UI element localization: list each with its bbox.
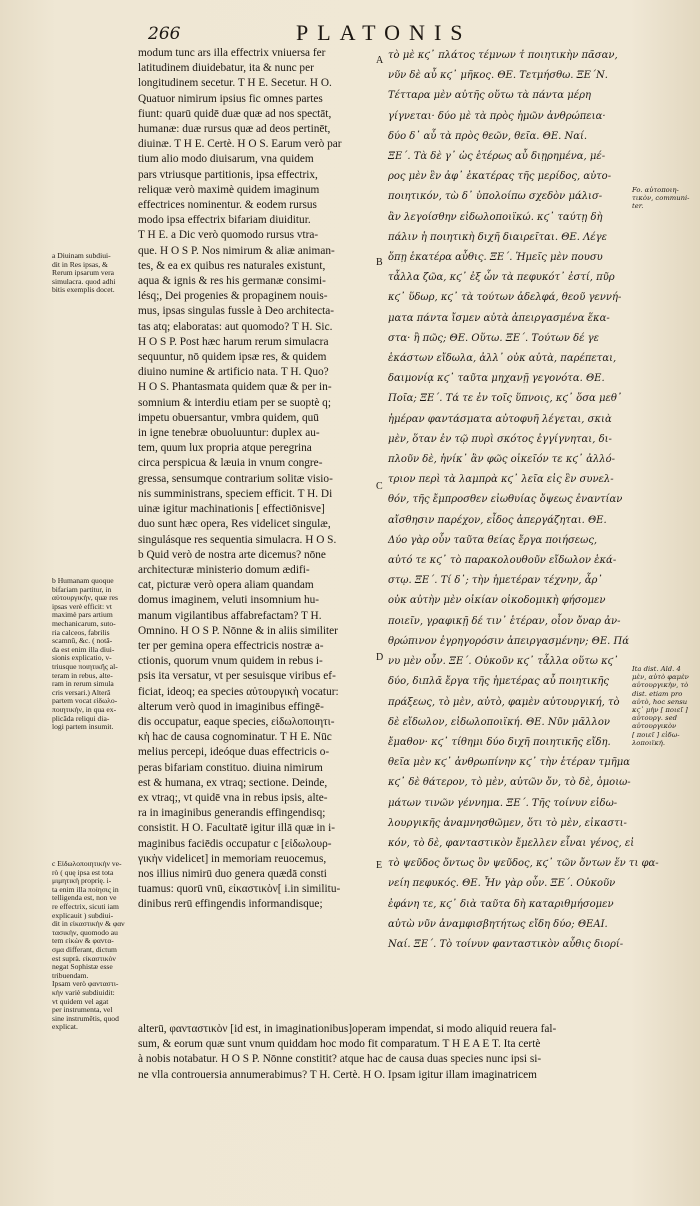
greek-line: αἴσθησιν παρέχον, εἶδος ἀπεργάζηται. ΘΕ.: [388, 514, 607, 526]
latin-line: consistit. H O. Facultatē igitur illā quæ in i-: [138, 822, 336, 835]
greek-line: ἡμέραν φαντάσματα αὐτοφυῆ λέγεται, σκιὰ: [388, 413, 612, 425]
greek-line: οὐκ αὐτὴν μὲν οἰκίαν οἰκοδομικὴ φήσομεν: [388, 595, 606, 607]
latin-line: singulásque res sequentia simulacra. H O S.: [138, 533, 337, 546]
greek-line: τἆλλα ζῶα, κϛ᾽ ἐξ ὧν τὰ πεφυκότ᾽ ἐστί, πῦρ: [388, 272, 615, 284]
section-letter: D: [376, 652, 384, 663]
greek-line: θόν, τῆς ἔμπροσθεν εἰωθυίας ὄψεως ἐναντίαν: [388, 494, 623, 506]
greek-line: δύο, διπλᾶ ἔργα τῆς ἡμετέρας αὖ ποιητικῆς: [388, 676, 610, 688]
running-head: PLATONIS: [296, 20, 472, 45]
latin-line: nis sumministrans, speciem efficit. T H. Di: [138, 487, 333, 500]
latin-line: fiunt: quarū quidē duæ quæ ad nos spectāt,: [138, 107, 332, 120]
latin-line: diuino numine & artificio nata. T H. Quo?: [138, 366, 329, 379]
greek-line: αὐτὼ νῦν ἀναμφισβητήτως εἴδη δύο; ΘΕΑΙ.: [388, 918, 608, 930]
latin-line: somnium & interdiu etiam per se suoptè q;: [138, 396, 331, 409]
greek-line: ρος μὲν ἓν ἀφ᾽ ἑκατέρας τῆς μερίδος, αὐτο-: [388, 171, 612, 183]
latin-line: ficiat, ideoq; ea species αὐτουργικὴ vocatur:: [138, 685, 339, 698]
latin-line: duo sunt hæc opera, Res videlicet singulæ,: [138, 518, 331, 531]
greek-line: τὸ ψεῦδος ὄντως ὂν ψεῦδος, κϛ᾽ τῶν ὄντων ἕν τι φα-: [388, 858, 659, 870]
right-margin-note: Fo. αὐτοποιη- τικὸν, communi- ter.: [632, 186, 690, 211]
latin-line: lésq;, Dei progenies & propaginem nouis-: [138, 290, 328, 303]
section-letter: B: [376, 257, 383, 268]
bottom-line: sum, & eorum quæ sunt vnum quiddam hoc modo fit comparatum. T H E A E T. Ita certè: [138, 1038, 541, 1051]
greek-column: [388, 46, 659, 955]
latin-line: longitudinem secetur. T H E. Secetur. H O.: [138, 77, 332, 90]
latin-line: uinæ igitur machinationis [ effectiōnisve]: [138, 503, 325, 516]
latin-line: melius percepi, ideóque duas effectricis o-: [138, 746, 330, 759]
greek-line: κϛ᾽ ὕδωρ, κϛ᾽ τὰ τούτων ἀδελφά, θεοῦ γεννή-: [388, 292, 622, 304]
greek-line: Ναί. ΞΕ΄. Τὸ τοίνυν φανταστικὸν αὖθις διορί-: [388, 938, 624, 950]
greek-line: μάτων τινῶν γέννημα. ΞΕ΄. Τῆς τοίνυν εἰδω-: [388, 797, 618, 809]
latin-line: b Quid verò de nostra arte dicemus? nōne: [138, 548, 326, 561]
latin-line: reliquæ verò maximè quidem imaginum: [138, 183, 320, 196]
latin-line: κὴ hac de causa cognominatur. T H E. Nūc: [138, 731, 332, 744]
latin-line: psis ita versatur, vt per sesuisque viribus ef-: [138, 670, 336, 683]
latin-line: humanæ: duæ rursus quæ ad deos pertinēt,: [138, 123, 331, 136]
greek-line: νείη πεφυκός. ΘΕ. Ἦν γὰρ οὖν. ΞΕ΄. Οὐκοῦν: [388, 878, 616, 890]
margin-note-b: b Humanam quoque bifariam partitur, in αὐτουργικὴν, quæ res ipsas verè efficit: vt maximè pars artium mechanicarum, suto- ria calceos, fabrilis scamnū, &c. ( notā- da est enim illa diui- sionis explicatio, v- triusque ποιητικῆς al- teram in rebus, alte- ram in rerum simula cris versari.) Alterā partem vocat εἰδωλο- ποιητικὴν, in qua ex- plicāda reliqui dia- logi partem insumit.: [52, 576, 118, 732]
greek-line: αὐτό τε κϛ᾽ τὸ παρακολουθοῦν εἴδωλον ἑκά-: [388, 555, 617, 567]
latin-line: H O S. Phantasmata quidem quæ & per in-: [138, 381, 332, 394]
bottom-line: alterū, φανταστικὸν [id est, in imaginationibus]operam impendat, si modo aliquid reuera fal-: [138, 1023, 557, 1035]
latin-line: dinibus rerū effingendis informandisque;: [138, 898, 323, 911]
bottom-line: ne vlla controuersia annumerabimus? T H. Certè. H O. Ipsam igitur illam imaginatricem: [138, 1068, 537, 1081]
latin-line: architecturæ ministerio domum ædifi-: [138, 563, 310, 576]
latin-line: latitudinem diuidebatur, ita & nunc per: [138, 62, 314, 75]
right-margin-note: Ita dist. Ald. 4 μὲν, αὐτὸ φαμὲν αὐτουργικὴν, τὸ dist. etiam pro αὐτὸ, hoc sensu κϛ᾽ μὴν [ ποιεῖ ] αὐτουργ. sed αὐτουργικὸν [ ποιεῖ ] εἰδω- λοποιϊκή.: [632, 665, 689, 747]
greek-line: ἐφάνη τε, κϛ᾽ διὰ ταῦτα δὴ καταριθμήσομεν: [388, 898, 614, 910]
latin-line: in igne tenebræ obuoluuntur: duplex au-: [138, 427, 320, 440]
greek-line: δύο δ᾽ αὖ τὰ πρὸς θεῶν, θεῖα. ΘΕ. Ναί.: [388, 130, 588, 142]
greek-line: ΞΕ΄. Τὰ δὲ γ᾽ ὡς ἑτέρως αὖ διῃρημένα, μέ-: [388, 151, 606, 163]
latin-line: effectrices nominentur. & eodem rursus: [138, 199, 317, 212]
margin-note-c: c Εἰδωλοποιητικὴν ve- rò ( quę ipsa est tota μιμητικὴ proprię. i- ta enim illa ποίησις in telligenda est, non ve re effectrix, sicuti iam explicauit ) subdiui- dit in εἰκαστικὴν & φαν τασικὴν, quomodo au tem εἰκὼν & φαντα- σμα differant, dictum est suprà. εἰκαστικὸν negat Sophistæ esse tribuendam. Ipsam verò φανταστι- κὴν variè subdiuidit: vt quidem vel agat per instrumenta, vel sine instrumētis, quod explicat.: [52, 859, 125, 1032]
greek-line: κόν, τὸ δὲ, φανταστικὸν ἔμελλεν εἶναι γένος, εἰ: [388, 837, 635, 849]
latin-line: T H E. a Dic verò quomodo rursus vtra-: [138, 229, 319, 242]
greek-line: θρώπινον ἐγρηγορόσιν ἀπειργασμένην; ΘΕ. Πά: [388, 635, 629, 647]
latin-line: peras bifariam constituo. diuina nimirum: [138, 761, 323, 774]
bottom-line: à nobis notabatur. H O S P. Nōnne constitit? atque hac de causa duas species nunc ipsi si-: [138, 1053, 542, 1066]
latin-line: tium alio modo diuisarum, vna quidem: [138, 153, 314, 166]
greek-line: Ποῖα; ΞΕ΄. Τά τε ἐν τοῖς ὕπνοις, κϛ᾽ ὅσα μεθ᾽: [388, 393, 622, 405]
latin-column: [138, 46, 374, 913]
greek-line: τριον περὶ τὰ λαμπρὰ κϛ᾽ λεῖα εἰς ἓν συνελ-: [388, 474, 614, 486]
latin-line: circa perspicua & læuia in vnum congre-: [138, 457, 323, 470]
section-letter: C: [376, 481, 383, 492]
latin-line: tas atq; elaboratas: aut quomodo? T H. Sic.: [138, 320, 333, 333]
greek-line: ἂν λεγοίσθην εἰδωλοποιϊκώ. κϛ᾽ ταύτῃ δὴ: [388, 211, 603, 223]
greek-line: Τέτταρα μὲν αὐτῆς οὕτω τὰ πάντα μέρη: [388, 90, 591, 102]
latin-line: mus, ipsas singulas fussle à Deo architecta-: [138, 305, 335, 318]
latin-line: gressa, sensumque contrarium solitæ visio-: [138, 472, 333, 485]
latin-line: maginibus faciēdis occupatur c [εἰδωλουρ-: [138, 837, 332, 850]
latin-line: ra in imaginibus generandis effingendisq;: [138, 807, 326, 820]
latin-line: tem, quum lux propria atque peregrina: [138, 442, 312, 455]
latin-line: impetu obuersantur, vmbra quidem, quū: [138, 411, 319, 424]
greek-line: κϛ᾽ δὲ θάτερον, τὸ μὲν, αὐτῶν ὄν, τὸ δὲ, ὁμοιω-: [388, 777, 631, 789]
greek-line: στα· ἢ πῶς; ΘΕ. Οὕτω. ΞΕ΄. Τούτων δέ γε: [388, 332, 600, 344]
greek-line: μὲν, ὅταν ἐν τῷ πυρὶ σκότος ἐγγίγνηται, δι-: [388, 433, 612, 445]
latin-line: ex vtraq;, vt quidē vna in rebus ipsis, alte-: [138, 791, 328, 804]
latin-line: ctionis, quorum vnum quidem in rebus i-: [138, 655, 323, 668]
bottom-paragraph: [138, 1022, 632, 1083]
latin-line: cat, picturæ verò opera aliam quandam: [138, 579, 314, 592]
latin-line: est & humana, ex vtraq; sectione. Deinde,: [138, 776, 328, 789]
page-number: 266: [148, 24, 181, 44]
margin-note-a: a Diuinam subdiui- dit in Res ipsas, & Rerum ipsarum vera simulacra. quod adhi bitis exemplis docet.: [52, 251, 116, 295]
greek-line: Δύο γὰρ οὖν ταῦτα θείας ἔργα ποιήσεως,: [388, 534, 598, 546]
greek-line: νῦν δὲ αὖ κϛ᾽ μῆκος. ΘΕ. Τετμήσθω. ΞΕ΄Ν.: [388, 70, 608, 82]
latin-line: diuinæ. T H E. Certè. H O S. Earum verò par: [138, 138, 342, 151]
latin-line: aqua & ignis & res his germanæ consimi-: [138, 275, 326, 288]
latin-line: H O S P. Post hæc harum rerum simulacra: [138, 335, 329, 348]
greek-line: ἑκάστων εἴδωλα, ἀλλ᾽ οὐκ αὐτὰ, παρέπεται,: [388, 353, 617, 365]
latin-line: modo ipsa effectrix bifariam diuiditur.: [138, 214, 311, 227]
section-letter: E: [376, 860, 383, 871]
greek-line: τὸ μὲ κϛ᾽ πλάτος τέμνων τ̓ ποιητικὴν πᾶσαν,: [388, 50, 618, 61]
latin-line: γικὴν videlicet] in memoriam reuocemus,: [138, 852, 327, 865]
greek-line: νυ μὲν οὖν. ΞΕ΄. Οὐκοῦν κϛ᾽ τἆλλα οὕτω κϛ᾽: [388, 656, 619, 668]
greek-line: γίγνεται· δύο μὲ τὰ πρὸς ἡμῶν ἀνθρώπεια·: [388, 110, 606, 122]
greek-line: λουργικῆς ἀναμνησθῶμεν, ὅτι τὸ μὲν, εἰκαστι-: [388, 817, 627, 829]
latin-line: manum vigilantibus affabrefactam? T H.: [138, 609, 322, 622]
greek-line: ὅπῃ ἑκατέρα αὖθις. ΞΕ΄. Ἡμεῖς μὲν πουσυ: [388, 252, 603, 264]
latin-line: tuamus: quorū vnū, εἰκαστικὸν[ i.in similitu-: [138, 883, 341, 896]
greek-line: πάλιν ἡ ποιητικὴ διχῆ διαιρεῖται. ΘΕ. Λέγε: [388, 231, 607, 243]
greek-line: θεῖα μὲν κϛ᾽ ἀνθρωπίνην κϛ᾽ τὴν ἑτέραν τμῆμα: [388, 757, 630, 769]
latin-line: pars vtriusque partitionis, ipsa effectrix,: [138, 168, 318, 181]
greek-line: ἔμαθον· κϛ᾽ τίθημι δύο διχῆ ποιητικῆς εἴδη.: [388, 736, 611, 748]
latin-line: alterum verò quod in imaginibus effingē-: [138, 700, 324, 713]
latin-line: ter per gemina opera effectricis nostræ a-: [138, 639, 324, 652]
latin-line: tes, & ea ex quibus res naturales existunt,: [138, 259, 326, 272]
latin-line: nos illius nimirū duo genera quædā consti: [138, 867, 327, 880]
latin-line: que. H O S P. Nos nimirum & aliæ animan-: [138, 244, 335, 257]
greek-line: δαιμονίᾳ κϛ᾽ ταῦτα μηχανῇ γεγονότα. ΘΕ.: [388, 373, 605, 385]
greek-line: στῳ. ΞΕ΄. Τί δ᾽; τὴν ἡμετέραν τέχνην, ἆρ᾽: [388, 575, 603, 587]
greek-line: ποιητικόν, τὼ δ᾽ ὑπολοίπω σχεδὸν μάλισ-: [388, 191, 603, 203]
greek-line: πλοῦν δὲ, ἡνίκ᾽ ἂν φῶς οἰκεῖόν τε κϛ᾽ ἀλλό-: [388, 454, 615, 466]
latin-line: sequuntur, nō quidem ipsæ res, & quidem: [138, 351, 327, 364]
greek-line: δὲ εἴδωλον, εἰδωλοποιϊκή. ΘΕ. Νῦν μᾶλλον: [388, 716, 610, 728]
greek-line: ματα πάντα ἴσμεν αὐτὰ ἀπειργασμένα ἕκα-: [388, 312, 610, 324]
latin-line: domus imaginem, veluti insomnium hu-: [138, 594, 320, 607]
latin-line: modum tunc ars illa effectrix vniuersa fer: [138, 47, 326, 59]
section-letter: A: [376, 55, 384, 66]
greek-line: ποιεῖν, γραφικῇ δέ τιν᾽ ἑτέραν, οἷον ὄναρ ἀν-: [388, 615, 621, 627]
latin-line: Omnino. H O S P. Nōnne & in aliis similiter: [138, 624, 338, 637]
latin-line: dis occupatur, eaque species, εἰδωλοποιητι-: [138, 715, 335, 728]
greek-line: πράξεως, τὸ μὲν, αὐτὸ, φαμὲν αὐτουργική, τὸ: [388, 696, 620, 708]
latin-line: Quatuor nimirum ipsius fic omnes partes: [138, 92, 323, 105]
